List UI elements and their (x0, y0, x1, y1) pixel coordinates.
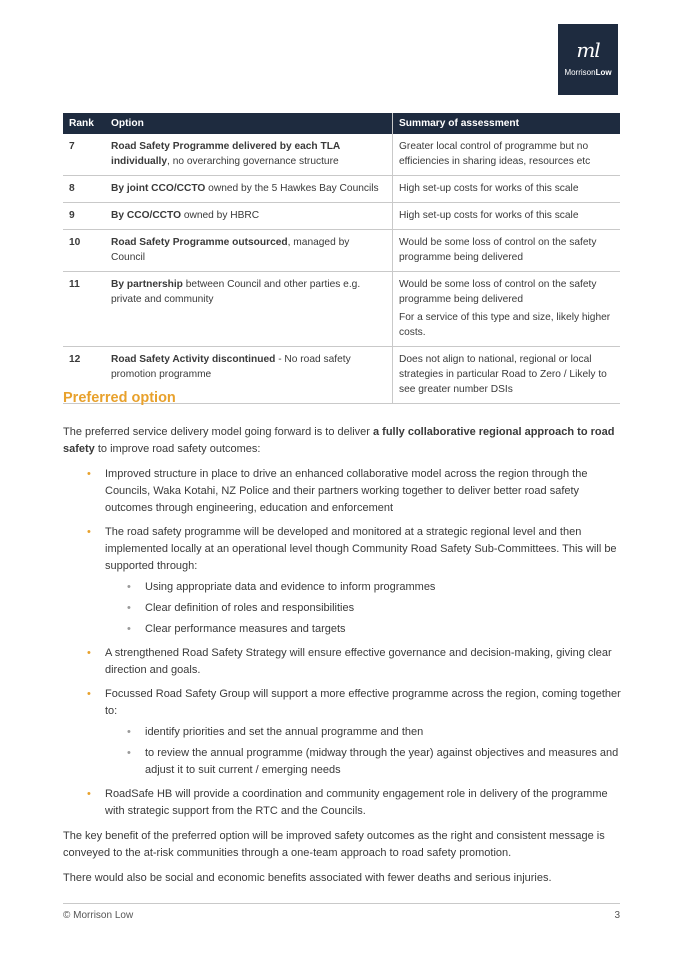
option-rest: owned by the 5 Hawkes Bay Councils (205, 183, 379, 194)
option-bold: Road Safety Activity discontinued (111, 354, 276, 365)
table-row (63, 272, 620, 347)
sub-list-item: • Using appropriate data and evidence to inform programmes (105, 579, 623, 596)
rank-cell: 12 (63, 347, 105, 404)
summary-text: Would be some loss of control on the safety programme being delivered (399, 237, 597, 263)
logo-brand-b: Low (595, 68, 612, 77)
intro-text-b: to improve road safety outcomes: (94, 443, 261, 455)
bullet-text: A strengthened Road Safety Strategy will ensure effective governance and decision-making, giving clear direction and goals. (105, 647, 612, 676)
option-cell (105, 272, 393, 347)
option-rest: owned by HBRC (181, 210, 260, 221)
summary-text: High set-up costs for works of this scale (399, 183, 579, 194)
bullet-list (63, 466, 623, 820)
list-item (63, 786, 623, 820)
summary-cell (393, 134, 621, 176)
option-rest: - No road safety promotion programme (111, 354, 351, 380)
page-footer (63, 903, 620, 921)
table-row (63, 176, 620, 203)
summary-cell (393, 347, 621, 404)
option-rest: between Council and other parties e.g. private and community (111, 279, 361, 305)
morrison-low-logo (558, 24, 618, 95)
rank-cell: 7 (63, 134, 105, 176)
options-ranking-table (63, 113, 620, 404)
logo-brand-a: Morrison (564, 68, 596, 77)
sub-list-item: • identify priorities and set the annual programme and then (105, 724, 623, 741)
bullet-text: The road safety programme will be developed and monitored at a strategic regional level and then implemented locally at an operational level though Community Road Safety Sub-Committees. This will be supported through: (105, 526, 617, 572)
list-item (63, 524, 623, 638)
summary-text: Greater local control of programme but no efficiencies in sharing ideas, resources etc (399, 141, 591, 167)
logo-brand (558, 68, 618, 77)
sub-list-item: • Clear definition of roles and responsibilities (105, 600, 623, 617)
sub-list-item: • to review the annual programme (midway through the year) against objectives and measures and adjust it to suit current / emerging needs (105, 745, 623, 779)
option-cell (105, 134, 393, 176)
option-rest: , managed by Council (111, 237, 350, 263)
rank-cell: 10 (63, 230, 105, 272)
summary-cell (393, 176, 621, 203)
table-header-row (63, 113, 620, 134)
summary-cell (393, 272, 621, 347)
social-benefit-paragraph: There would also be social and economic benefits associated with fewer deaths and serious injuries. (63, 872, 552, 884)
benefit-paragraph: The key benefit of the preferred option will be improved safety outcomes as the right and consistent message is conveyed to the at-risk communities through a one-team approach to road safety promotion. (63, 830, 605, 859)
summary-text: Does not align to national, regional or local strategies in particular Road to Zero / Likely to see greater number DSIs (399, 354, 607, 395)
option-bold: Road Safety Programme delivered by each TLA individually (111, 141, 340, 167)
bullet-text: Focussed Road Safety Group will support a more effective programme across the region, coming together to: (105, 688, 621, 717)
rank-cell: 11 (63, 272, 105, 347)
summary-cell (393, 230, 621, 272)
section-heading: Preferred option (63, 390, 176, 406)
intro-text-a: The preferred service delivery model going forward is to deliver (63, 426, 373, 438)
list-item (63, 466, 623, 517)
intro-text-bold: a fully collaborative regional approach to road safety (63, 426, 615, 455)
sub-list-item: • Clear performance measures and targets (105, 621, 623, 638)
list-item (63, 686, 623, 779)
header-summary: Summary of assessment (393, 113, 621, 134)
option-bold: By CCO/CCTO (111, 210, 181, 221)
option-bold: By partnership (111, 279, 183, 290)
section-body (63, 424, 623, 895)
intro-paragraph (63, 424, 623, 458)
table-row (63, 230, 620, 272)
logo-mark: ml (576, 38, 600, 62)
option-cell (105, 230, 393, 272)
header-rank: Rank (63, 113, 105, 134)
summary-text: High set-up costs for works of this scale (399, 210, 579, 221)
copyright: © Morrison Low (63, 910, 134, 921)
summary-text: For a service of this type and size, likely higher costs. (399, 312, 611, 338)
list-item (63, 645, 623, 679)
table-row (63, 134, 620, 176)
sub-bullet-list (105, 579, 623, 638)
header-option: Option (105, 113, 393, 134)
option-bold: Road Safety Programme outsourced (111, 237, 288, 248)
sub-bullet-list (105, 724, 623, 779)
option-cell (105, 203, 393, 230)
option-rest: , no overarching governance structure (167, 156, 339, 167)
bullet-text: Improved structure in place to drive an enhanced collaborative model across the region through the Councils, Waka Kotahi, NZ Police and their partners working together to deliver better road safety outcomes through engineering, education and enforcement (105, 468, 588, 514)
rank-cell: 8 (63, 176, 105, 203)
option-cell (105, 176, 393, 203)
rank-cell: 9 (63, 203, 105, 230)
summary-cell (393, 203, 621, 230)
page-number: 3 (614, 910, 620, 921)
option-bold: By joint CCO/CCTO (111, 183, 206, 194)
bullet-text: RoadSafe HB will provide a coordination and community engagement role in delivery of the programme with strategic support from the RTC and the Councils. (105, 788, 608, 817)
table-row (63, 203, 620, 230)
summary-text: Would be some loss of control on the safety programme being delivered (399, 279, 597, 305)
